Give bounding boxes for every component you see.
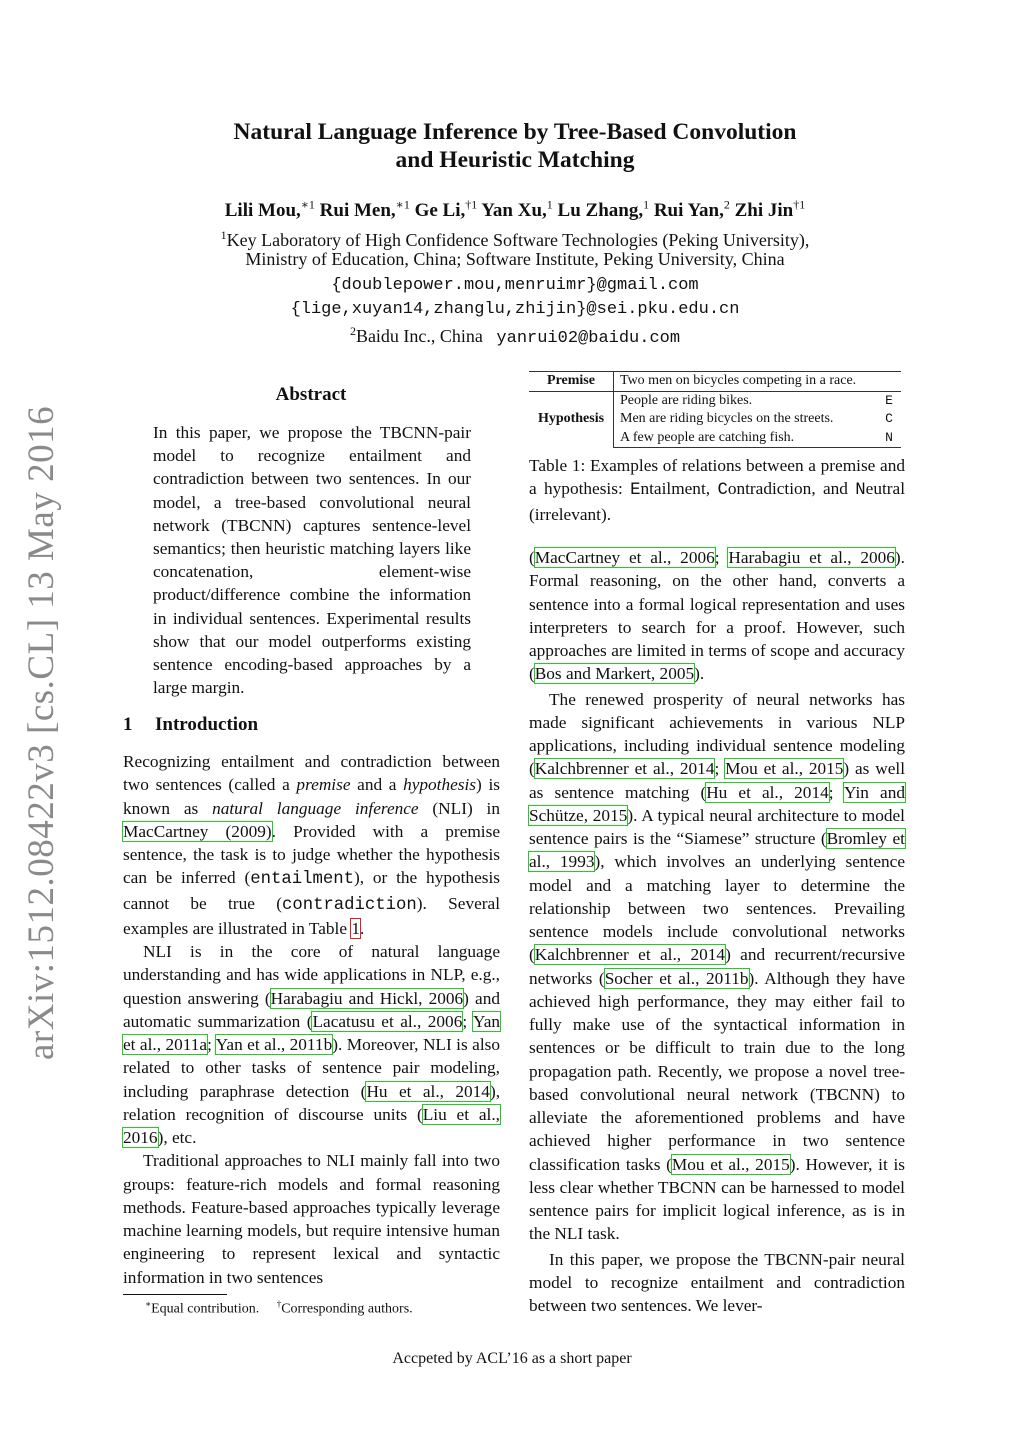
right-column-body	[529, 546, 905, 1317]
table-caption: Table 1: Examples of relations between a premise and a hypothesis: Entailment, Contradiction, and Neutral (irrelevant).	[529, 456, 906, 524]
citation-link[interactable]: Harabagiu et al., 2006	[728, 548, 895, 567]
email-line-1[interactable]: {doublepower.mou,menruimr}@gmail.com	[331, 276, 699, 295]
citation-link[interactable]: Hu et al., 2014	[706, 782, 829, 802]
author: Rui Yan,$^2$	[653, 198, 730, 222]
arxiv-identifier: arXiv:1512.08422v3 [cs.CL] 13 May 2016	[21, 405, 62, 1060]
relation-label: C	[885, 411, 893, 426]
email-line-3[interactable]: yanrui02@baidu.com	[496, 329, 681, 348]
affiliation-line-2: Ministry of Education, China; Software Institute, Peking University, China	[245, 249, 785, 269]
premise-label: Premise	[529, 372, 614, 392]
intro-paragraph-2: NLI is in the core of natural language understanding and has wide applications in NLP, e.g., question answering (Harabagiu and Hickl, 2006) and automatic summarization (Lacatusu et al., 2006; Yan et al., 2011a; Yan et al., 2011b). Moreover, NLI is also related to other tasks of sentence pair modeling, including paraphrase detection (Hu et al., 2014), relation recognition of discourse units (Liu et al., 2016), etc.	[123, 942, 501, 1147]
footnotes: ∗Equal contribution. †Corresponding authors.	[145, 1299, 413, 1317]
affiliation-line-1: $^1$Key Laboratory of High Confidence Software Technologies (Peking University),	[220, 228, 810, 250]
author-list	[100, 198, 930, 222]
abstract-text: In this paper, we propose the TBCNN-pair model to recognize entailment and contradiction between two sentences. In our model, a tree-based convolutional neural network (TBCNN) captures sentence-level semantics; then heuristic matching layers like concatenation, element-wise product/difference combine the information in individual sentences. Experimental results show that our model outperforms existing sentence encoding-based approaches by a large margin.	[153, 423, 471, 698]
title-line-1: Natural Language Inference by Tree-Based Convolution	[233, 119, 797, 145]
citation-link[interactable]: Mou et al., 2015	[671, 1154, 790, 1174]
table-reference-link[interactable]: 1	[351, 918, 360, 938]
intro-paragraph-1: Recognizing entailment and contradiction between two sentences (called a premise and a hypothesis) is known as natural language inference (NLI) in MacCartney (2009). Provided with a premise sentence, the task is to judge whether the hypothesis can be inferred (entailment), or the hypothesis cannot be true (contradiction). Several examples are illustrated in Table 1.	[123, 752, 500, 938]
hypothesis-text: A few people are catching fish.	[614, 429, 878, 448]
citation-link[interactable]: Yin and Schütze, 2015	[529, 782, 905, 825]
citation-link[interactable]: Bromley et al., 1993	[529, 829, 905, 872]
citation-link[interactable]: Bos and Markert, 2005	[534, 664, 695, 684]
citation-link[interactable]: MacCartney et al., 2006	[534, 548, 715, 567]
citation-link[interactable]: Kalchbrenner et al., 2014	[534, 759, 715, 779]
author: Rui Men,$^{∗1}$	[319, 198, 410, 222]
right-paragraph-2: The renewed prosperity of neural networks has made significant achievements in various NLP applications, including individual sentence modeling (Kalchbrenner et al., 2014; Mou et al., 2015) as well as sentence matching (Hu et al., 2014; Yin and Schütze, 2015). A typical neural architecture to model sentence pairs is the “Siamese” structure (Bromley et al., 1993), which involves an underlying sentence model and a matching layer to determine the relationship between two sentences. Prevailing sentence models include convolutional networks (Kalchbrenner et al., 2014) and recurrent/recursive networks (Socher et al., 2011b). Although they have achieved high performance, they may either fail to fully make use of the syntactical information in sentences or be difficult to train due to the long propagation path. Recently, we propose a novel tree-based convolutional neural network (TBCNN) to alleviate the aforementioned problems and have achieved higher performance in two sentence classification tasks (Mou et al., 2015). However, it is less clear whether TBCNN can be harnessed to model sentence pairs for implicit logical inference, as is in the NLI task.	[529, 689, 906, 1244]
right-paragraph-1: (MacCartney et al., 2006; Harabagiu et al., 2006). Formal reasoning, on the other hand, converts a sentence into a formal logical representation and uses interpreters to search for a proof. However, such approaches are limited in terms of scope and accuracy (Bos and Markert, 2005).	[529, 548, 905, 684]
citation-link[interactable]: Yan et al., 2011a	[123, 1011, 501, 1054]
premise-text: Two men on bicycles competing in a race.	[614, 372, 878, 392]
citation-link[interactable]: Hu et al., 2014	[366, 1081, 490, 1101]
author: Lu Zhang,$^1$	[557, 198, 650, 222]
title-line-2: and Heuristic Matching	[395, 147, 635, 173]
citation-link[interactable]: Socher et al., 2011b	[604, 968, 749, 988]
citation-link[interactable]: Liu et al., 2016	[123, 1104, 500, 1147]
author: Lili Mou,$^{∗1}$	[224, 198, 315, 222]
paper-title	[140, 118, 890, 174]
intro-body	[123, 750, 500, 1289]
citation-link[interactable]: Harabagiu and Hickl, 2006	[270, 988, 464, 1008]
hypothesis-label: Hypothesis	[529, 391, 614, 448]
intro-paragraph-3: Traditional approaches to NLI mainly fall into two groups: feature-rich models and formal reasoning methods. Feature-based approaches typically leverage machine learning models, but require intensive human engineering to represent lexical and syntactic information in two sentences	[123, 1151, 500, 1287]
relation-label: E	[885, 392, 893, 408]
relation-label: N	[877, 429, 901, 448]
table-row	[529, 391, 901, 410]
citation-link[interactable]: Lacatusu et al., 2006	[312, 1011, 463, 1031]
email-line-2[interactable]: {lige,xuyan14,zhanglu,zhijin}@sei.pku.edu.cn	[290, 300, 740, 319]
page-footer: Accpeted by ACL’16 as a short paper	[392, 1350, 632, 1367]
affiliation-line-baidu: $^2$Baidu Inc., China yanrui02@baidu.com	[349, 324, 681, 348]
author: Yan Xu,$^1$	[481, 198, 553, 222]
citation-link[interactable]: Mou et al., 2015	[725, 759, 844, 779]
citation-link[interactable]: Yan et al., 2011b	[215, 1035, 333, 1054]
hypothesis-text: Men are riding bicycles on the streets.	[620, 411, 834, 426]
examples-table	[529, 371, 901, 448]
citation-link[interactable]: Kalchbrenner et al., 2014	[534, 945, 726, 965]
right-paragraph-3: In this paper, we propose the TBCNN-pair neural model to recognize entailment and contradiction between two sentences. We lever-	[529, 1249, 905, 1315]
author: Ge Li,$^{\dagger 1}$	[414, 198, 478, 222]
section-heading-introduction: 1 Introduction	[123, 714, 259, 735]
hypothesis-text: People are riding bikes.	[620, 392, 753, 408]
footnote-rule	[123, 1294, 227, 1295]
abstract-heading: Abstract	[275, 384, 347, 405]
table-row	[529, 372, 901, 392]
citation-link[interactable]: MacCartney (2009)	[123, 821, 272, 841]
author: Zhi Jin$^{\dagger 1}$	[734, 198, 806, 222]
